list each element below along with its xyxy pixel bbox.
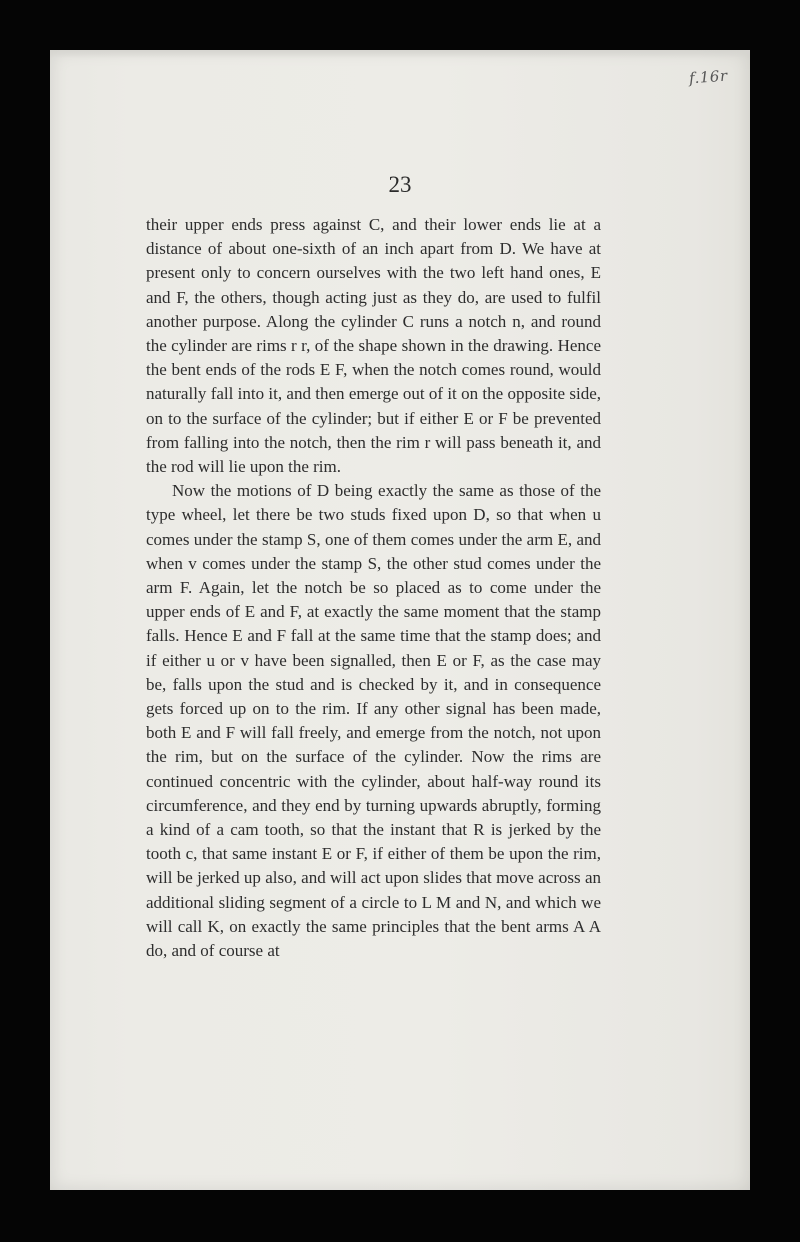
document-page: [50, 50, 750, 1190]
paragraph-continued: their upper ends press against C, and their lower ends lie at a distance of about one-sixth of an inch apart from D. We have at present only to concern ourselves with the two left hand ones, E and F, the others, though acting just as they do, are used to fulfil another purpose. Along the cylinder C runs a notch n, and round the cylinder are rims r r, of the shape shown in the drawing. Hence the bent ends of the rods E F, when the notch comes round, would naturally fall into it, and then emerge out of it on the opposite side, on to the surface of the cylinder; but if either E or F be prevented from falling into the notch, then the rim r will pass beneath it, and the rod will lie upon the rim.: [146, 215, 601, 477]
body-text: [146, 213, 601, 963]
folio-annotation: f.16r: [688, 66, 729, 88]
page-number: 23: [388, 172, 412, 197]
page-edge-shadow: [50, 50, 750, 58]
paragraph: Now the motions of D being exactly the same as those of the type wheel, let there be two studs fixed upon D, so that when u comes under the stamp S, one of them comes under the arm E, and when v comes under the stamp S, the other stud comes under the arm F. Again, let the notch be so placed as to come under the upper ends of E and F, at exactly the same moment that the stamp falls. Hence E and F fall at the same time that the stamp does; and if either u or v have been signalled, then E or F, as the case may be, falls upon the stud and is checked by it, and in consequence gets forced up on to the rim. If any other signal has been made, both E and F will fall freely, and emerge from the notch, not upon the rim, but on the surface of the cylinder. Now the rims are continued concentric with the cylinder, about half-way round its circumference, and they end by turning upwards abruptly, forming a kind of a cam tooth, so that the instant that R is jerked by the tooth c, that same instant E or F, if either of them be upon the rim, will be jerked up also, and will act upon slides that move across an additional sliding segment of a circle to L M and N, and which we will call K, on exactly the same principles that the bent arms A A do, and of course at: [146, 481, 601, 961]
